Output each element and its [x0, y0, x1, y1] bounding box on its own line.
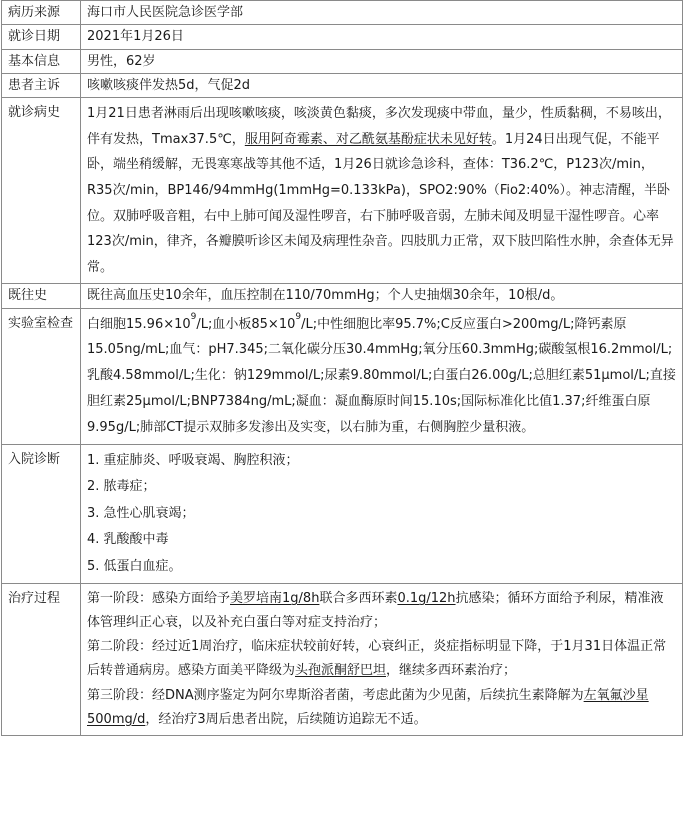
lab-text-c: /L;中性细胞比率95.7%;C反应蛋白>200mg/L;降钙素原15.05ng/mL;血气：pH7.345;二氧化碳分压30.4mmHg;氧分压60.3mmHg;碳酸氢根16.2mmol/L;乳酸4.58mmol/L;生化：钠129mmol/L;尿素9.80mmol/L;白蛋白26.00g/L;总胆红素51μmol/L;直接胆红素25μmol/L;BNP7384ng/mL;凝血：凝血酶原时间15.10s;国际标准化比值1.37;纤维蛋白原9.95g/L;肺部CT提示双肺多发渗出及实变，以右肺为重，右侧胸腔少量积液。 [87, 316, 676, 435]
diagnosis-item: 1. 重症肺炎、呼吸衰竭、胸腔积液； [87, 452, 299, 468]
label-complaint: 患者主诉 [2, 73, 81, 97]
label-past: 既往史 [2, 284, 81, 308]
value-date: 2021年1月26日 [81, 25, 683, 49]
medical-record-table [1, 0, 683, 736]
stage-3-drug: 左氧氟沙星500mg/d [87, 687, 649, 727]
row-date [2, 25, 683, 49]
row-complaint [2, 73, 683, 97]
diagnosis-item: 2. 脓毒症； [87, 479, 156, 495]
treatment-stage-2 [87, 635, 676, 683]
label-basic: 基本信息 [2, 49, 81, 73]
lab-text-b: /L;血小板85×10 [196, 316, 296, 332]
diagnosis-item: 5. 低蛋白血症。 [87, 558, 182, 574]
value-past: 既往高血压史10余年，血压控制在110/70mmHg；个人史抽烟30余年，10根/d。 [81, 284, 683, 308]
history-text-2: 。1月24日出现气促，不能平卧，端坐稍缓解，无畏寒寒战等其他不适，1月26日就诊急诊科，查体：T36.2℃，P123次/min，R35次/min，BP146/94mmHg(1mmHg=0.133kPa)，SPO2:90%（Fio2:40%）。神志清醒，半卧位。双肺呼吸音粗，右中上肺可闻及湿性啰音，右下肺呼吸音弱，左肺未闻及明显干湿性啰音。心率123次/min，律齐，各瓣膜听诊区未闻及病理性杂音。四肢肌力正常，双下肢凹陷性水肿，余查体无异常。 [87, 131, 674, 275]
label-treatment: 治疗过程 [2, 584, 81, 736]
treatment-stage-1 [87, 587, 676, 635]
stage-3-text-a: 第三阶段：经DNA测序鉴定为阿尔卑斯浴者菌，考虑此菌为少见菌，后续抗生素降解为 [87, 687, 584, 703]
lab-sup-b: 9 [295, 312, 302, 323]
row-lab [2, 308, 683, 444]
diagnosis-item: 4. 乳酸酸中毒 [87, 532, 169, 548]
stage-3-text-b: ，经治疗3周后患者出院，后续随访追踪无不适。 [145, 711, 427, 727]
stage-2-text-a: 第二阶段：经过近1周治疗，临床症状较前好转，心衰纠正，炎症指标明显下降，于1月31日体温正常后转普通病房。感染方面美平降级为 [87, 639, 667, 679]
diagnosis-item: 3. 急性心肌衰竭； [87, 505, 195, 521]
stage-1-dose-2: 0.1g/12h [397, 591, 456, 607]
history-text-1: 1月21日患者淋雨后出现咳嗽咳痰，咳淡黄色黏痰，多次发现痰中带血，量少，性质黏稠，不易咳出，伴有发热，Tmax37.5℃， [87, 106, 671, 147]
lab-text-a: 白细胞15.96×10 [87, 316, 191, 332]
stage-1-text-b: 联合多西环素 [319, 591, 398, 607]
diagnosis-list [87, 448, 676, 581]
stage-2-text-b: ，继续多西环素治疗； [386, 663, 517, 679]
row-basic [2, 49, 683, 73]
value-complaint: 咳嗽咳痰伴发热5d，气促2d [81, 73, 683, 97]
lab-sup-a: 9 [190, 312, 197, 323]
treatment-stage-3 [87, 684, 676, 732]
row-past [2, 284, 683, 308]
stage-1-text-c: 抗感染；循环方面给予利尿，精准液体管理纠正心衰，以及补充白蛋白等对症支持治疗； [87, 591, 664, 631]
label-lab: 实验室检查 [2, 308, 81, 444]
label-diagnosis: 入院诊断 [2, 444, 81, 584]
value-basic: 男性，62岁 [81, 49, 683, 73]
label-source: 病历来源 [2, 1, 81, 25]
stage-1-drug-1: 美罗培南1g/8h [230, 591, 320, 607]
label-history: 就诊病史 [2, 98, 81, 284]
row-treatment [2, 584, 683, 736]
value-lab [81, 308, 683, 444]
row-diagnosis [2, 444, 683, 584]
value-source: 海口市人民医院急诊医学部 [81, 1, 683, 25]
label-date: 就诊日期 [2, 25, 81, 49]
stage-2-drug: 头孢派酮舒巴坦 [295, 663, 387, 679]
stage-1-text-a: 第一阶段：感染方面给予 [87, 591, 231, 607]
history-underlined: 服用阿奇霉素、对乙酰氨基酚症状未见好转 [244, 131, 492, 147]
value-treatment [81, 584, 683, 736]
row-source [2, 1, 683, 25]
value-history [81, 98, 683, 284]
row-history [2, 98, 683, 284]
value-diagnosis [81, 444, 683, 584]
